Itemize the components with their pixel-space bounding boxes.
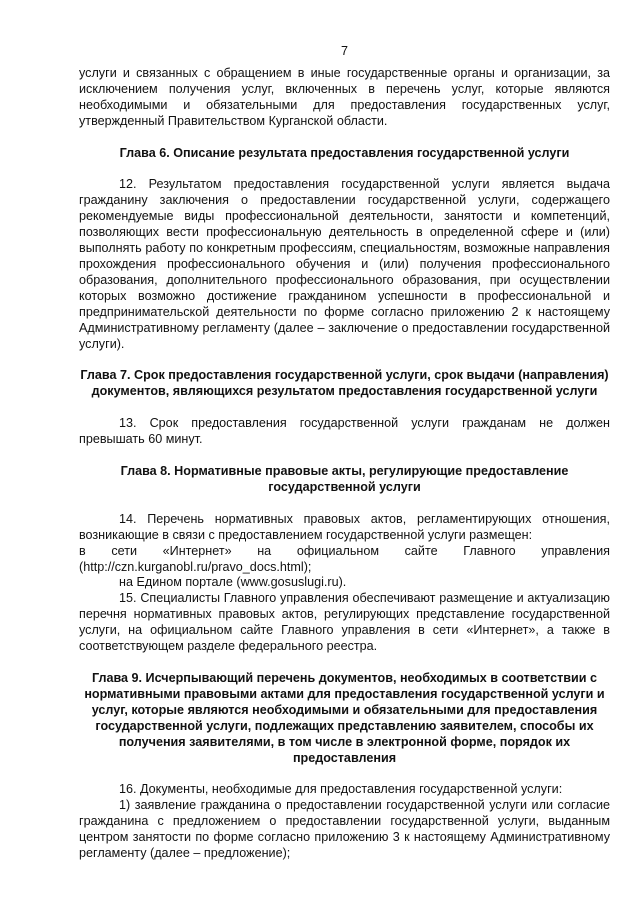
paragraph-13: 13. Срок предоставления государственной услуги гражданам не должен превышать 60 минут. bbox=[79, 416, 610, 447]
chapter-8-heading: Глава 8. Нормативные правовые акты, регулирующие предоставление государственной услуги bbox=[120, 464, 569, 494]
paragraph-12: 12. Результатом предоставления государственной услуги является выдача гражданину заключения о предоставлении государственной услуги, содержащего рекомендуемые виды профессиональной деятельности, занятости и компетенций, позволяющих вести профессиональную деятельность в определенной сфере и (или) выполнять работу по конкретным профессиям, специальностям, возможные направления прохождения профессионального обучения и (или) получения профессионального образования, дополнительного профессионального образования, при осуществлении которых возможно достижение гражданином успешности в профессиональной и предпринимательской деятельности по форме согласно приложению 2 к настоящему Административному регламенту (далее – заключение о предоставлении государственной услуги). bbox=[79, 177, 610, 351]
chapter-9-heading: Глава 9. Исчерпывающий перечень документов, необходимых в соответствии с нормативными правовыми актами для предоставления государственной услуги и услуг, которые являются необходимыми и обязательными для предоставления государственной услуги, подлежащих представлению заявителем, способы их получения заявителями, в том числе в электронной форме, порядок их предоставления bbox=[84, 671, 605, 765]
page-number: 7 bbox=[340, 44, 348, 58]
paragraph-15: 15. Специалисты Главного управления обеспечивают размещение и актуализацию перечня нормативных правовых актов, регулирующих представление государственной услуги, на официальном сайте Главного управления в сети «Интернет», а также в соответствующем разделе федерального реестра. bbox=[79, 591, 610, 654]
paragraph-16-item-1: 1) заявление гражданина о предоставлении государственной услуги или согласие гражданина с предложением о предоставлении государственной услуги, выданным центром занятости по форме согласно приложению 3 к настоящему Административному регламенту (далее – предложение); bbox=[79, 798, 610, 861]
paragraph-14-portal: на Едином портале (www.gosuslugi.ru). bbox=[119, 575, 347, 590]
chapter-7-heading: Глава 7. Срок предоставления государственной услуги, срок выдачи (направления) документов, являющихся результатом предоставления государственной услуги bbox=[80, 368, 609, 399]
paragraph-16: 16. Документы, необходимые для предоставления государственной услуги: bbox=[119, 782, 563, 797]
paragraph-14: 14. Перечень нормативных правовых актов, регламентирующих отношения, возникающие в связи с предоставлением государственной услуги размещен: bbox=[79, 511, 610, 542]
intro-paragraph: услуги и связанных с обращением в иные государственные органы и организации, за исключением получения услуг, включенных в перечень услуг, которые являются необходимыми и обязательными для предоставления государственных услуг, утвержденный Правительством Курганской области. bbox=[79, 65, 610, 128]
chapter-6-heading: Глава 6. Описание результата предоставления государственной услуги bbox=[119, 145, 570, 160]
paragraph-14-internet: в сети «Интернет» на официальном сайте Главного управления (http://czn.kurganobl.ru/pravo_docs.html); bbox=[79, 543, 610, 574]
